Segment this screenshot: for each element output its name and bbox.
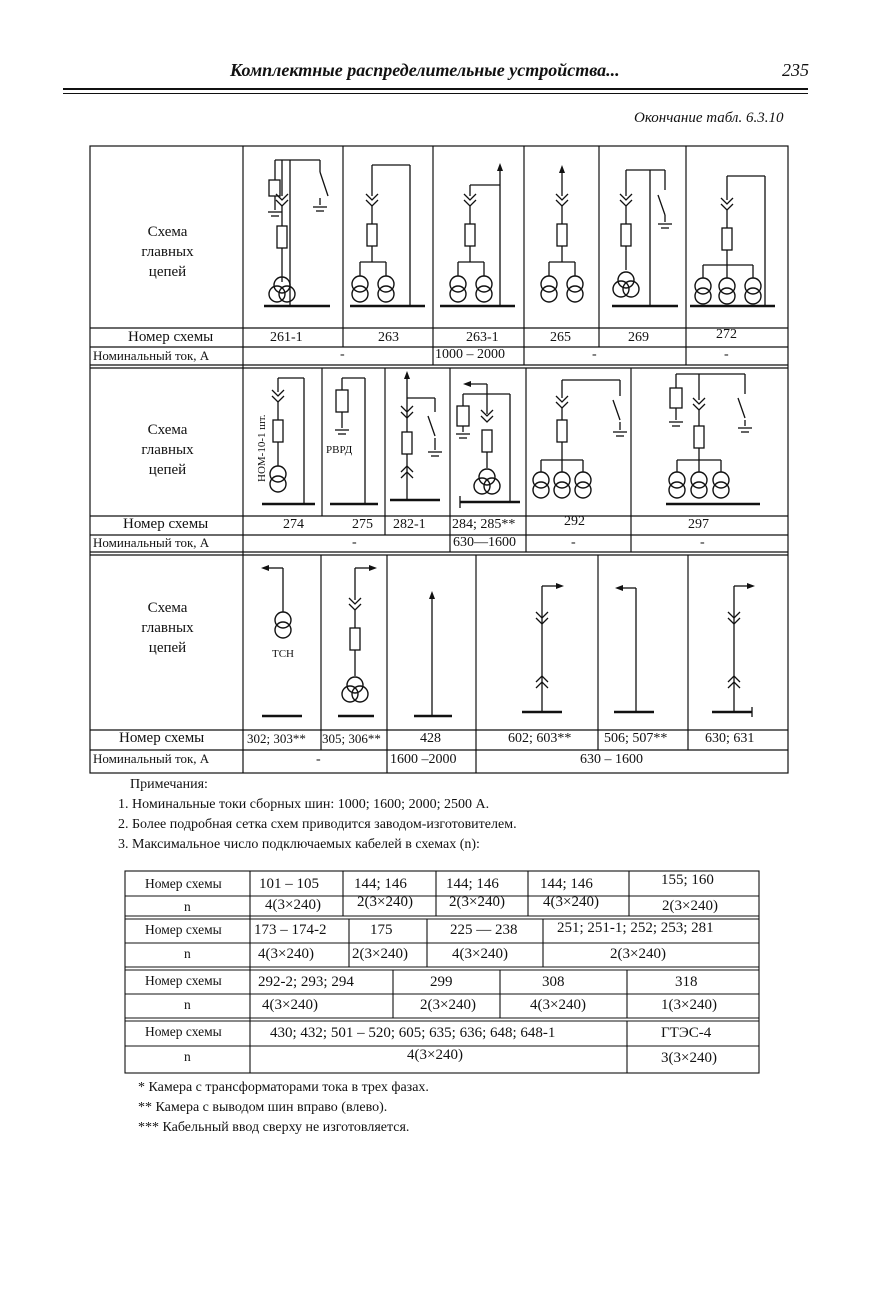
cable-label-scheme: Номер схемы xyxy=(145,973,222,988)
cable-label-n: n xyxy=(184,899,191,914)
cable-label-scheme: Номер схемы xyxy=(145,1024,222,1039)
cable-n: 2(3×240) xyxy=(449,894,505,910)
scheme-number: 602; 603** xyxy=(508,731,572,746)
cable-scheme: 251; 251-1; 252; 253; 281 xyxy=(557,920,714,936)
scheme-number: 428 xyxy=(420,731,441,746)
cable-scheme: 299 xyxy=(430,974,453,990)
scheme-number: 297 xyxy=(688,517,709,532)
cable-scheme: 173 – 174-2 xyxy=(254,922,327,938)
scheme-number: 630; 631 xyxy=(705,731,755,746)
scheme-number: 282-1 xyxy=(393,517,426,532)
current-value: - xyxy=(316,752,321,767)
page-number: 235 xyxy=(782,60,809,80)
cable-n: 2(3×240) xyxy=(610,946,666,962)
current-value: - xyxy=(700,535,705,550)
footnote: ** Камера с выводом шин вправо (влево). xyxy=(138,1100,388,1115)
cable-n: 4(3×240) xyxy=(258,946,314,962)
cable-n: 1(3×240) xyxy=(661,997,717,1013)
row-label-number-3: Номер схемы xyxy=(119,730,205,746)
cable-scheme: 144; 146 xyxy=(540,876,593,892)
current-value: 630 – 1600 xyxy=(580,752,643,767)
label-line: Схема xyxy=(147,224,188,240)
cable-n: 2(3×240) xyxy=(662,898,718,914)
label-line: цепей xyxy=(148,264,187,280)
cable-label-n: n xyxy=(184,1049,191,1064)
row-label-current-1: Номинальный ток, А xyxy=(93,348,210,363)
scheme-number: 261-1 xyxy=(270,330,303,345)
cable-n: 2(3×240) xyxy=(420,997,476,1013)
scheme-number: 272 xyxy=(716,327,737,342)
table-continuation-note: Окончание табл. 6.3.10 xyxy=(634,110,784,126)
current-value: - xyxy=(592,347,597,362)
cable-n: 2(3×240) xyxy=(357,894,413,910)
cable-scheme: 292-2; 293; 294 xyxy=(258,974,354,990)
scheme-number: 265 xyxy=(550,330,571,345)
footnote: * Камера с трансформаторами тока в трех фазах. xyxy=(138,1080,429,1095)
scheme-number: 274 xyxy=(283,517,304,532)
current-value: 1600 –2000 xyxy=(390,752,457,767)
note-item: 2. Более подробная сетка схем приводится заводом-изготовителем. xyxy=(118,817,517,832)
row-label-number-2: Номер схемы xyxy=(123,516,209,532)
label-line: цепей xyxy=(148,640,187,656)
label-line: Схема xyxy=(147,600,188,616)
cable-scheme: 144; 146 xyxy=(446,876,499,892)
row-label-current-3: Номинальный ток, А xyxy=(93,751,210,766)
scheme-number: 302; 303** xyxy=(247,731,306,746)
cable-n: 3(3×240) xyxy=(661,1050,717,1066)
cable-n: 4(3×240) xyxy=(452,946,508,962)
cable-label-n: n xyxy=(184,997,191,1012)
scheme-number: 305; 306** xyxy=(322,731,381,746)
cable-n: 4(3×240) xyxy=(530,997,586,1013)
label-line: главных xyxy=(141,442,194,458)
cable-n: 4(3×240) xyxy=(262,997,318,1013)
row-label-number-1: Номер схемы xyxy=(128,329,214,345)
label-line: Схема xyxy=(147,422,188,438)
running-header-title: Комплектные распределительные устройства... xyxy=(230,60,620,80)
nom-label: НОМ-10-1 шт. xyxy=(256,414,268,482)
cable-scheme: 225 — 238 xyxy=(450,922,518,938)
tsn-label: ТСН xyxy=(272,648,294,660)
scheme-number: 263-1 xyxy=(466,330,499,345)
note-item: 3. Максимальное число подключаемых кабелей в схемах (n): xyxy=(118,837,480,852)
cable-scheme: 175 xyxy=(370,922,393,938)
notes-title: Примечания: xyxy=(130,777,208,792)
current-value: 630—1600 xyxy=(453,535,516,550)
cable-n: 4(3×240) xyxy=(265,897,321,913)
label-line: главных xyxy=(141,620,194,636)
scheme-number: 292 xyxy=(564,514,585,529)
label-line: главных xyxy=(141,244,194,260)
current-value: - xyxy=(340,347,345,362)
cable-scheme: 101 – 105 xyxy=(259,876,319,892)
current-value: - xyxy=(571,535,576,550)
current-value: - xyxy=(352,535,357,550)
cable-label-scheme: Номер схемы xyxy=(145,876,222,891)
cable-scheme: 318 xyxy=(675,974,698,990)
current-value: - xyxy=(724,347,729,362)
cable-n: 4(3×240) xyxy=(543,894,599,910)
rvrd-label: РВРД xyxy=(326,444,353,456)
footnote: *** Кабельный ввод сверху не изготовляется. xyxy=(138,1120,410,1135)
label-line: цепей xyxy=(148,462,187,478)
note-item: 1. Номинальные токи сборных шин: 1000; 1600; 2000; 2500 А. xyxy=(118,797,490,812)
cable-n: 2(3×240) xyxy=(352,946,408,962)
cable-scheme: 430; 432; 501 – 520; 605; 635; 636; 648; 648-1 xyxy=(270,1025,556,1041)
scheme-number: 284; 285** xyxy=(452,517,516,532)
current-value: 1000 – 2000 xyxy=(435,347,505,362)
scheme-number: 506; 507** xyxy=(604,731,668,746)
cable-label-scheme: Номер схемы xyxy=(145,922,222,937)
cable-scheme: ГТЭС-4 xyxy=(661,1025,712,1041)
cable-scheme: 308 xyxy=(542,974,565,990)
cable-label-n: n xyxy=(184,946,191,961)
cable-scheme: 144; 146 xyxy=(354,876,407,892)
cable-n: 4(3×240) xyxy=(407,1047,463,1063)
scheme-number: 275 xyxy=(352,517,373,532)
cable-scheme: 155; 160 xyxy=(661,872,714,888)
scheme-number: 263 xyxy=(378,330,399,345)
scheme-number: 269 xyxy=(628,330,649,345)
row-label-current-2: Номинальный ток, А xyxy=(93,535,210,550)
